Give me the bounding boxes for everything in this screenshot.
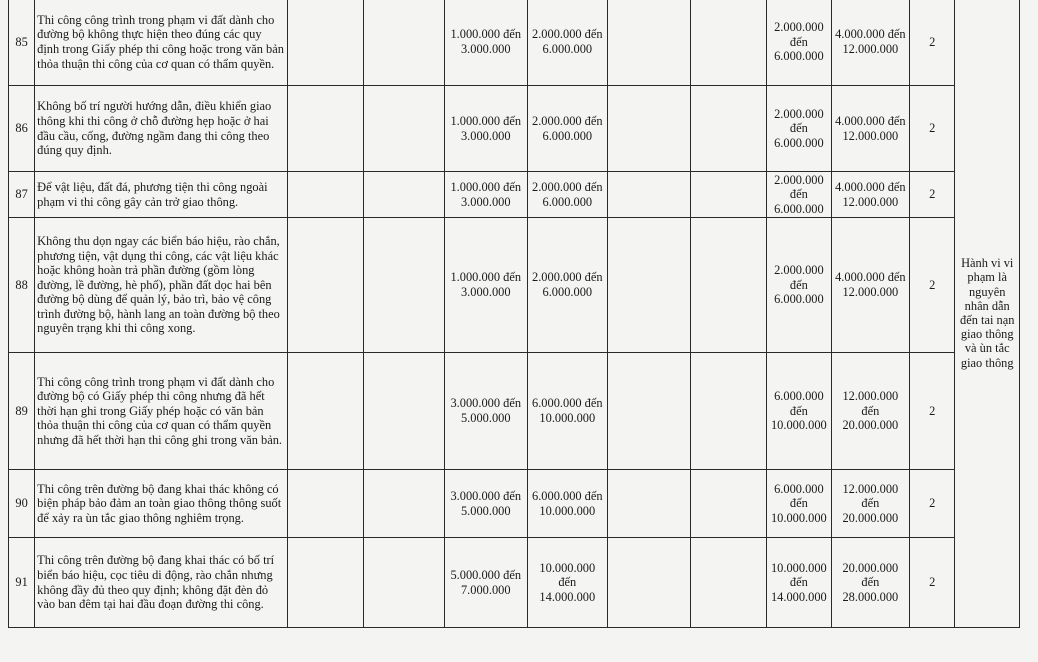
row-number: 89 <box>9 353 35 470</box>
fine-range: 10.000.000 đến 14.000.000 <box>527 538 608 628</box>
fine-range: 1.000.000 đến 3.000.000 <box>444 172 527 218</box>
empty-cell <box>690 172 767 218</box>
empty-cell <box>364 218 445 353</box>
fine-range: 6.000.000 đến 10.000.000 <box>767 470 831 538</box>
row-number: 85 <box>9 0 35 86</box>
empty-cell <box>364 0 445 86</box>
fine-range: 10.000.000 đến 14.000.000 <box>767 538 831 628</box>
note-cell: Hành vi vi phạm là nguyên nhân dẫn đến tai nạn giao thông và ùn tắc giao thông <box>955 0 1020 628</box>
violation-description: Để vật liệu, đất đá, phương tiện thi công ngoài phạm vi thi công gây cản trở giao thông. <box>35 172 288 218</box>
fine-range: 6.000.000 đến 10.000.000 <box>767 353 831 470</box>
violation-description: Không bố trí người hướng dẫn, điều khiển giao thông khi thi công ở chỗ đường hẹp hoặc ở hai đầu cầu, cống, đường ngầm đang thi công theo đúng quy định. <box>35 86 288 172</box>
empty-cell <box>287 86 364 172</box>
empty-cell <box>287 218 364 353</box>
table-row <box>9 172 1020 218</box>
row-number: 90 <box>9 470 35 538</box>
fine-range: 5.000.000 đến 7.000.000 <box>444 538 527 628</box>
empty-cell <box>287 353 364 470</box>
empty-cell <box>608 172 691 218</box>
fine-range: 3.000.000 đến 5.000.000 <box>444 353 527 470</box>
points-value: 2 <box>910 86 955 172</box>
table-row <box>9 538 1020 628</box>
points-value: 2 <box>910 353 955 470</box>
empty-cell <box>690 353 767 470</box>
fine-range: 20.000.000 đến 28.000.000 <box>831 538 910 628</box>
empty-cell <box>608 218 691 353</box>
empty-cell <box>608 538 691 628</box>
points-value: 2 <box>910 218 955 353</box>
table-row <box>9 353 1020 470</box>
empty-cell <box>287 538 364 628</box>
empty-cell <box>608 353 691 470</box>
fine-range: 1.000.000 đến 3.000.000 <box>444 86 527 172</box>
violations-table <box>8 0 1020 628</box>
violation-description: Không thu dọn ngay các biển báo hiệu, rào chắn, phương tiện, vật dụng thi công, các vật liệu khác hoặc không hoàn trả phần đường (gồm lòng đường, lề đường, hè phố), phần đất dọc hai bên đường bộ dùng để quản lý, bảo trì, bảo vệ công trình đường bộ, hành lang an toàn đường bộ theo nguyên trạng khi thi công xong. <box>35 218 288 353</box>
empty-cell <box>287 0 364 86</box>
fine-range: 4.000.000 đến 12.000.000 <box>831 218 910 353</box>
empty-cell <box>608 470 691 538</box>
empty-cell <box>287 470 364 538</box>
empty-cell <box>364 538 445 628</box>
row-number: 91 <box>9 538 35 628</box>
empty-cell <box>608 0 691 86</box>
empty-cell <box>364 86 445 172</box>
points-value: 2 <box>910 0 955 86</box>
empty-cell <box>364 172 445 218</box>
empty-cell <box>690 0 767 86</box>
empty-cell <box>608 86 691 172</box>
empty-cell <box>690 86 767 172</box>
violation-description: Thi công trên đường bộ đang khai thác có bố trí biển báo hiệu, cọc tiêu di động, rào chắn nhưng không đầy đủ theo quy định; không đặt đèn đỏ vào ban đêm tại hai đầu đoạn đường thi công. <box>35 538 288 628</box>
fine-range: 4.000.000 đến 12.000.000 <box>831 86 910 172</box>
table-row <box>9 86 1020 172</box>
row-number: 87 <box>9 172 35 218</box>
empty-cell <box>690 218 767 353</box>
row-number: 88 <box>9 218 35 353</box>
fine-range: 2.000.000 đến 6.000.000 <box>527 218 608 353</box>
table-row <box>9 218 1020 353</box>
violation-description: Thi công công trình trong phạm vi đất dành cho đường bộ không thực hiện theo đúng các quy định trong Giấy phép thi công hoặc trong văn bản thỏa thuận thi công của cơ quan có thẩm quyền. <box>35 0 288 86</box>
fine-range: 6.000.000 đến 10.000.000 <box>527 353 608 470</box>
fine-range: 2.000.000 đến 6.000.000 <box>527 86 608 172</box>
points-value: 2 <box>910 470 955 538</box>
empty-cell <box>364 470 445 538</box>
empty-cell <box>690 538 767 628</box>
row-number: 86 <box>9 86 35 172</box>
empty-cell <box>690 470 767 538</box>
violation-description: Thi công công trình trong phạm vi đất dành cho đường bộ có Giấy phép thi công nhưng đã hết thời hạn ghi trong Giấy phép hoặc có văn bản thỏa thuận thi công của cơ quan có thẩm quyền nhưng đã hết thời hạn thi công ghi trong văn bản. <box>35 353 288 470</box>
fine-range: 6.000.000 đến 10.000.000 <box>527 470 608 538</box>
points-value: 2 <box>910 538 955 628</box>
empty-cell <box>364 353 445 470</box>
fine-range: 1.000.000 đến 3.000.000 <box>444 218 527 353</box>
empty-cell <box>287 172 364 218</box>
fine-range: 2.000.000 đến 6.000.000 <box>527 0 608 86</box>
table-row <box>9 0 1020 86</box>
fine-range: 3.000.000 đến 5.000.000 <box>444 470 527 538</box>
table-row <box>9 470 1020 538</box>
fine-range: 2.000.000 đến 6.000.000 <box>767 0 831 86</box>
fine-range: 2.000.000 đến 6.000.000 <box>527 172 608 218</box>
fine-range: 4.000.000 đến 12.000.000 <box>831 172 910 218</box>
fine-range: 2.000.000 đến 6.000.000 <box>767 86 831 172</box>
fine-range: 2.000.000 đến 6.000.000 <box>767 218 831 353</box>
fine-range: 4.000.000 đến 12.000.000 <box>831 0 910 86</box>
points-value: 2 <box>910 172 955 218</box>
fine-range: 12.000.000 đến 20.000.000 <box>831 353 910 470</box>
fine-range: 2.000.000 đến 6.000.000 <box>767 172 831 218</box>
violation-description: Thi công trên đường bộ đang khai thác không có biện pháp bảo đảm an toàn giao thông thông suốt để xảy ra ùn tắc giao thông nghiêm trọng. <box>35 470 288 538</box>
fine-range: 1.000.000 đến 3.000.000 <box>444 0 527 86</box>
fine-range: 12.000.000 đến 20.000.000 <box>831 470 910 538</box>
